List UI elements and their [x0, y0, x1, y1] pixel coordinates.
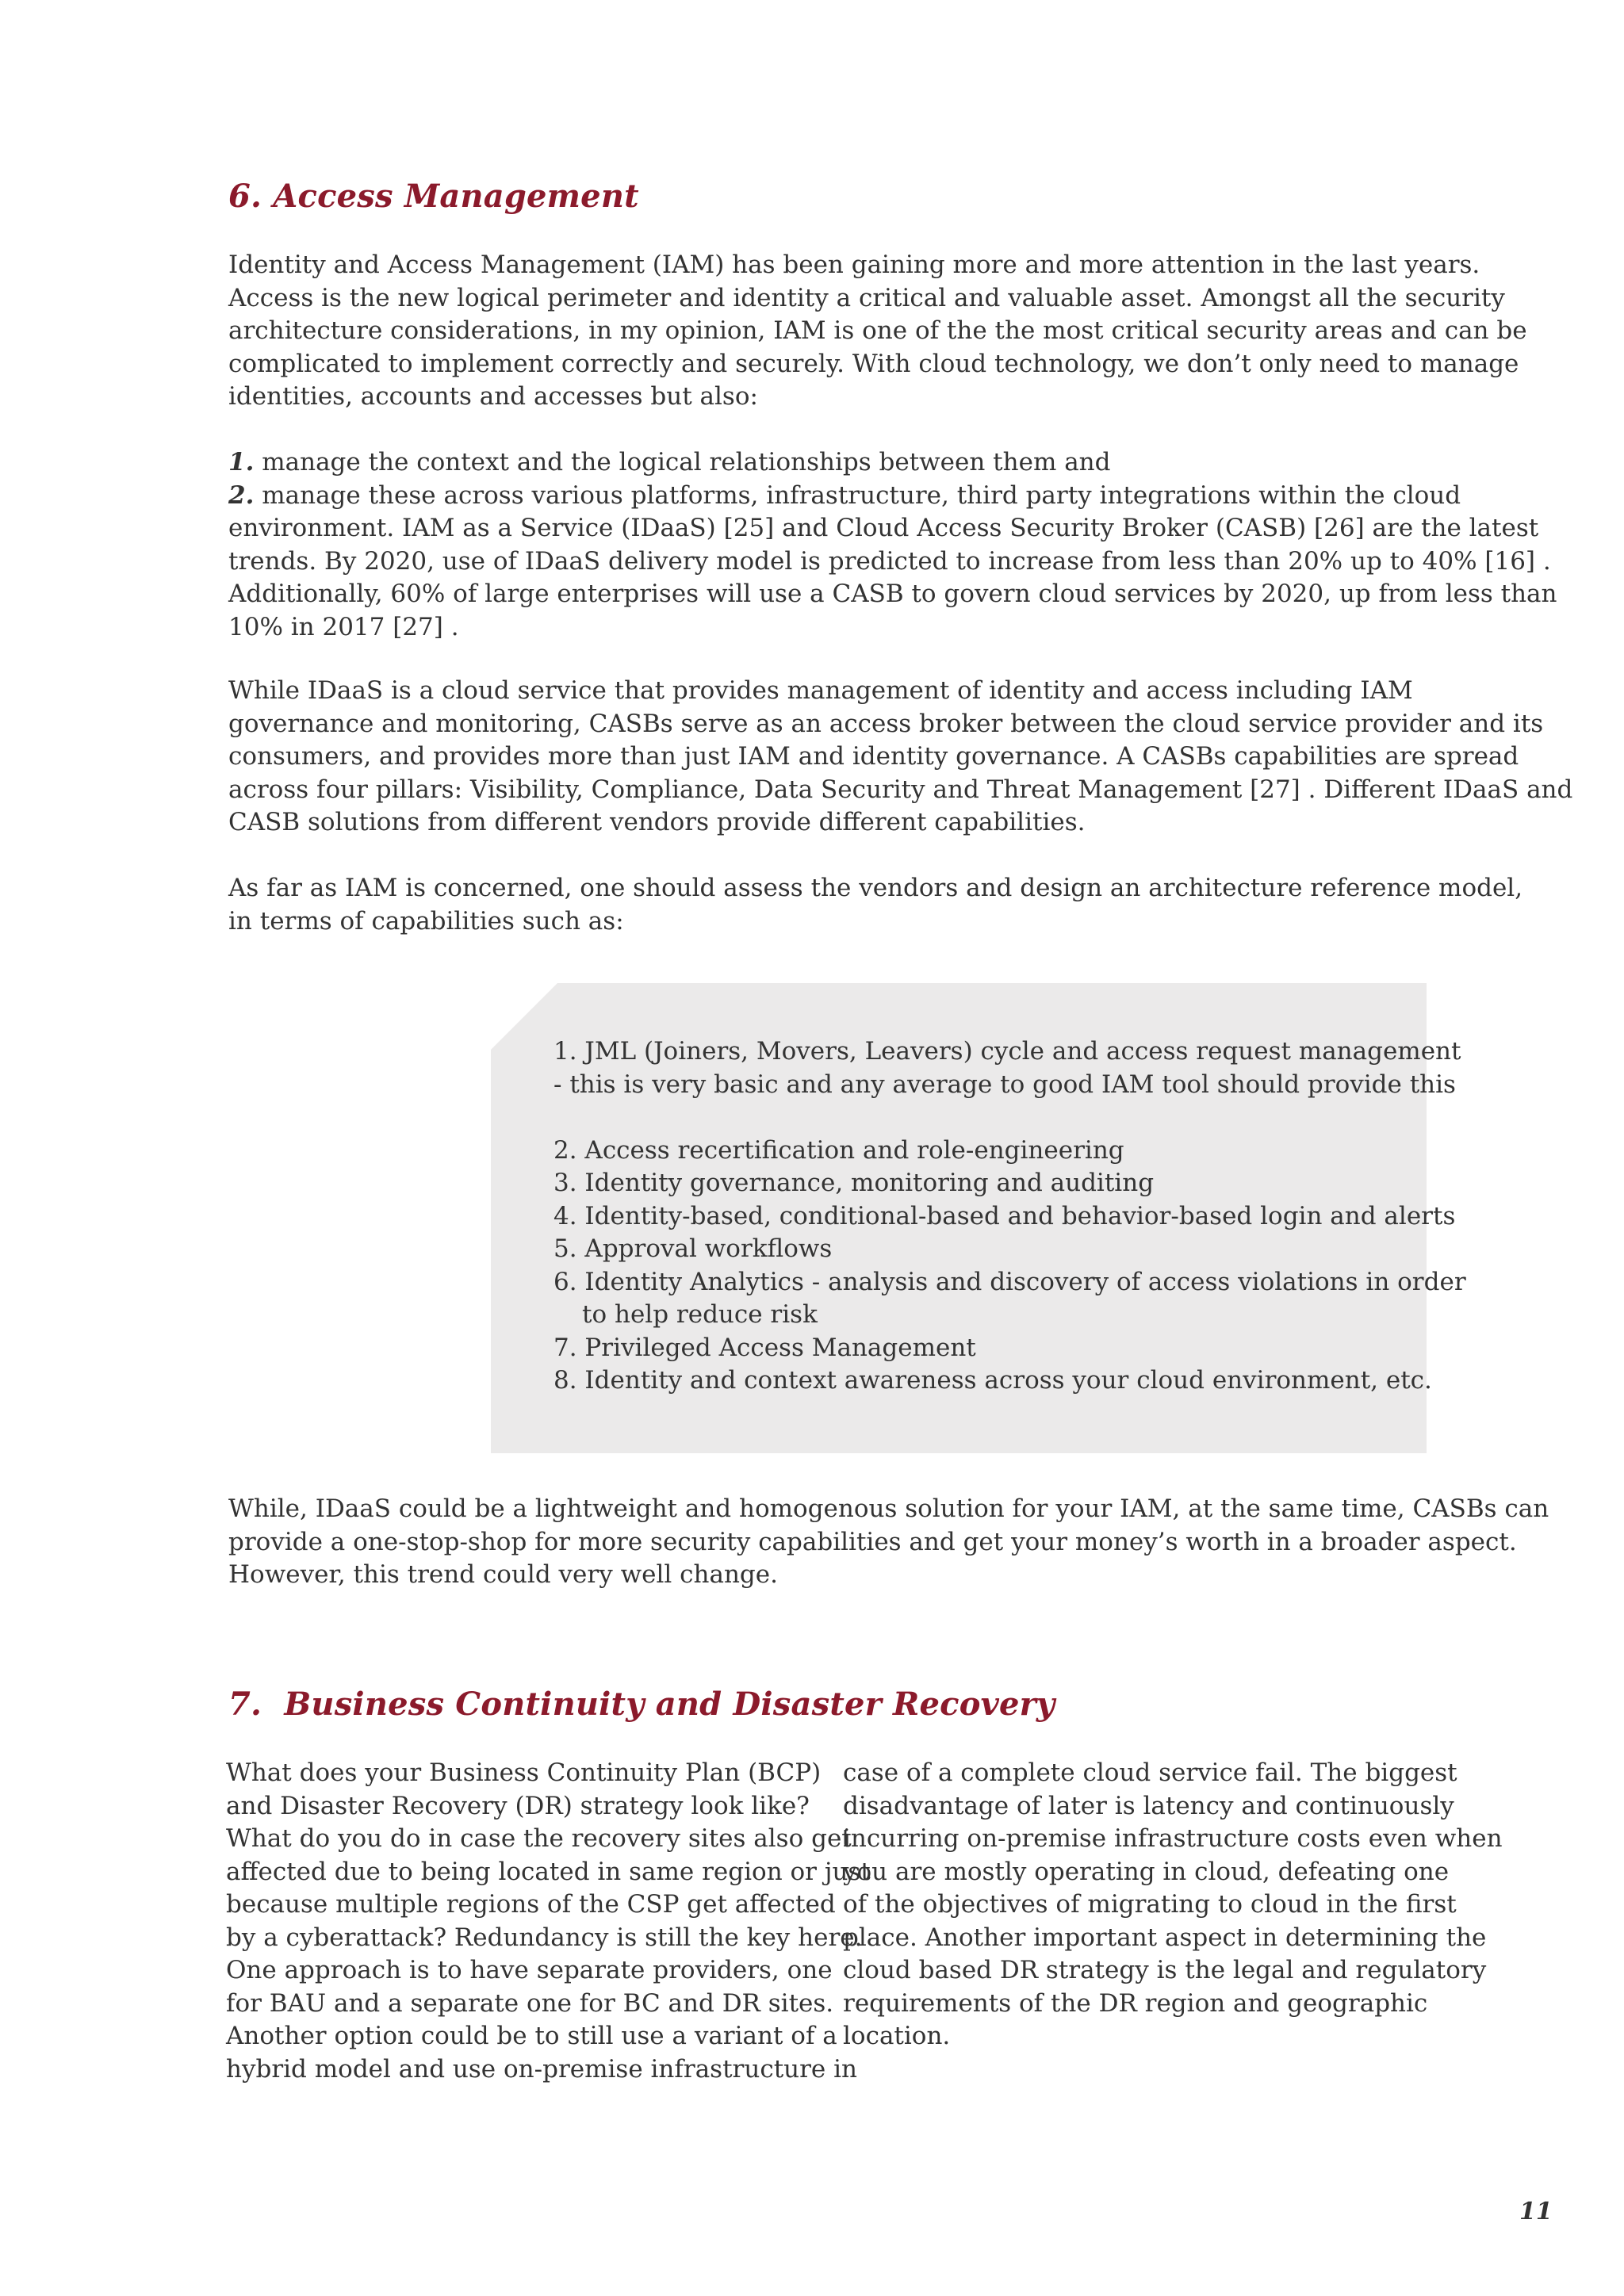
page-number: 11: [1519, 2198, 1553, 2225]
text-line: Additionally, 60% of large enterprises will use a CASB to govern cloud services by 2020, up from less than: [228, 580, 1557, 608]
section-6-paragraph-1: [228, 249, 1527, 414]
section-6-paragraph-4: [228, 872, 1523, 938]
capability-item: 7. Privileged Access Management: [553, 1333, 976, 1362]
text-line: by a cyberattack? Redundancy is still the key here.: [226, 1923, 863, 1952]
capability-item: 1. JML (Joiners, Movers, Leavers) cycle and access request management: [553, 1037, 1461, 1066]
capability-item: 3. Identity governance, monitoring and auditing: [553, 1169, 1155, 1197]
list-item-1: [228, 446, 1434, 480]
text-line: While, IDaaS could be a lightweight and homogenous solution for your IAM, at the same time, CASBs can: [228, 1494, 1549, 1523]
text-line: One approach is to have separate providers, one: [226, 1956, 833, 1984]
capability-item-continuation: to help reduce risk: [582, 1300, 818, 1329]
capabilities-list: [553, 1035, 1466, 1398]
section-7-heading: 7. Business Continuity and Disaster Recovery: [228, 1686, 1055, 1723]
text-line: in terms of capabilities such as:: [228, 906, 624, 936]
list-text: manage these across various platforms, infrastructure, third party integrations within the cloud: [262, 480, 1461, 510]
text-line: While IDaaS is a cloud service that provides management of identity and access including IAM: [228, 676, 1413, 705]
text-line: Another option could be to still use a variant of a: [226, 2022, 837, 2050]
text-line: complicated to implement correctly and securely. With cloud technology, we don’t only need to manage: [228, 349, 1519, 378]
list-spacer: [553, 1101, 1410, 1135]
list-number: 1.: [228, 448, 255, 476]
text-line: governance and monitoring, CASBs serve as an access broker between the cloud service provider and its: [228, 709, 1544, 738]
capability-item: 8. Identity and context awareness across your cloud environment, etc.: [553, 1366, 1432, 1395]
text-line: of the objectives of migrating to cloud in the first: [843, 1890, 1457, 1919]
text-line: case of a complete cloud service fail. The biggest: [843, 1758, 1457, 1787]
text-line: across four pillars: Visibility, Compliance, Data Security and Threat Management [27] . Different IDaaS and: [228, 775, 1573, 804]
section-6-paragraph-3: [228, 675, 1573, 840]
capability-item: 2. Access recertification and role-engineering: [553, 1135, 1124, 1165]
text-line: consumers, and provides more than just IAM and identity governance. A CASBs capabilities are spread: [228, 742, 1519, 771]
text-line: hybrid model and use on-premise infrastructure in: [226, 2054, 858, 2084]
capability-item: 5. Approval workflows: [553, 1234, 833, 1263]
text-line: Access is the new logical perimeter and identity a critical and valuable asset. Amongst all the security: [228, 283, 1505, 312]
text-line: CASB solutions from different vendors provide different capabilities.: [228, 808, 1086, 836]
text-line: place. Another important aspect in determining the: [843, 1923, 1487, 1952]
text-line: disadvantage of later is latency and continuously: [843, 1791, 1454, 1820]
text-line: trends. By 2020, use of IDaaS delivery model is predicted to increase from less than 20% up to 40% [16] .: [228, 546, 1551, 576]
section-6-paragraph-5: [228, 1493, 1549, 1592]
capability-item: 4. Identity-based, conditional-based and behavior-based login and alerts: [553, 1201, 1456, 1230]
text-line: and Disaster Recovery (DR) strategy look like?: [226, 1791, 810, 1820]
section-7-column-left: [226, 1757, 871, 2086]
text-line: you are mostly operating in cloud, defeating one: [843, 1857, 1450, 1886]
list-item-2: [228, 480, 1461, 513]
text-line: incurring on-premise infrastructure costs even when: [843, 1824, 1503, 1853]
text-line: However, this trend could very well change.: [228, 1560, 778, 1589]
capability-item: 6. Identity Analytics - analysis and discovery of access violations in order: [553, 1267, 1466, 1296]
text-line: affected due to being located in same region or just: [226, 1857, 871, 1886]
section-6-heading: 6. Access Management: [228, 178, 639, 215]
text-line: As far as IAM is concerned, one should assess the vendors and design an architecture reference model,: [228, 874, 1523, 902]
text-line: provide a one-stop-shop for more security capabilities and get your money’s worth in a broader aspect.: [228, 1527, 1517, 1556]
list-text: manage the context and the logical relationships between them and: [262, 448, 1111, 476]
text-line: location.: [843, 2022, 951, 2050]
text-line: What does your Business Continuity Plan (BCP): [226, 1758, 822, 1787]
text-line: requirements of the DR region and geographic: [843, 1988, 1428, 2018]
text-line: for BAU and a separate one for BC and DR sites.: [226, 1988, 834, 2018]
text-line: What do you do in case the recovery sites also get: [226, 1824, 852, 1853]
text-line: identities, accounts and accesses but also:: [228, 382, 758, 411]
text-line: environment. IAM as a Service (IDaaS) [25] and Cloud Access Security Broker (CASB) [26] are the latest: [228, 514, 1539, 542]
text-line: Identity and Access Management (IAM) has been gaining more and more attention in the last years.: [228, 251, 1480, 279]
text-line: cloud based DR strategy is the legal and regulatory: [843, 1956, 1487, 1984]
section-7-column-right: [843, 1757, 1503, 2053]
capability-note: - this is very basic and any average to good IAM tool should provide this: [553, 1070, 1456, 1099]
text-line: architecture considerations, in my opinion, IAM is one of the the most critical security areas and can be: [228, 316, 1527, 345]
text-line: 10% in 2017 [27] .: [228, 612, 459, 641]
section-6-paragraph-2: [228, 446, 1557, 644]
text-line: because multiple regions of the CSP get affected: [226, 1890, 836, 1919]
list-number: 2.: [228, 480, 255, 510]
